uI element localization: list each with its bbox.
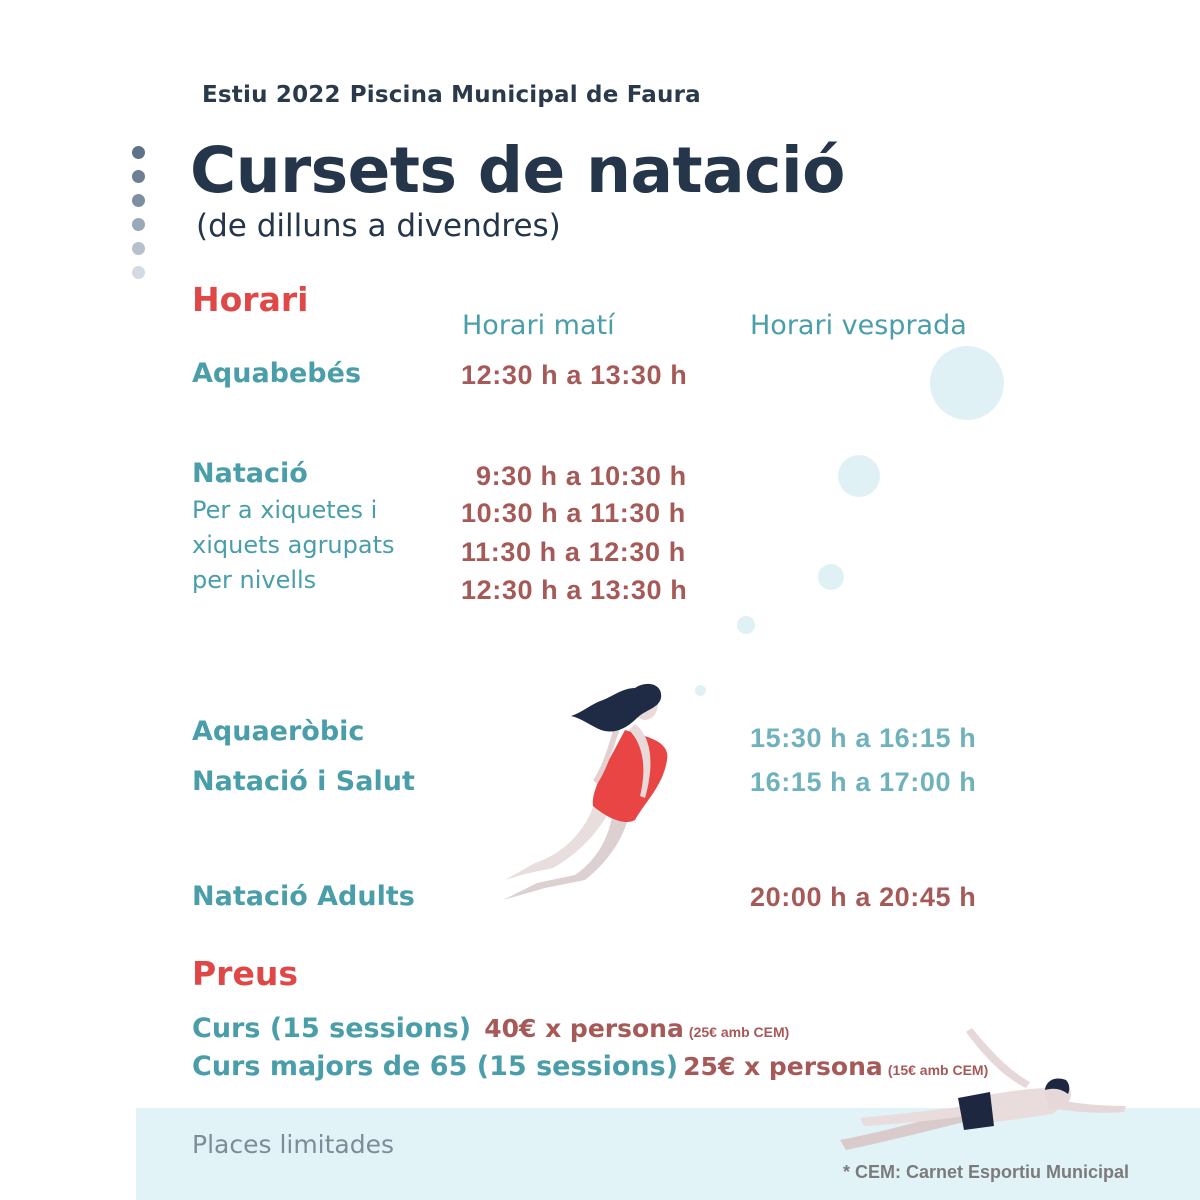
course-natacio-adults: Natació Adults bbox=[192, 881, 415, 912]
evening-column-header: Horari vesprada bbox=[750, 310, 967, 341]
cem-footnote: * CEM: Carnet Esportiu Municipal bbox=[843, 1162, 1130, 1182]
morning-column-header: Horari matí bbox=[462, 310, 615, 341]
schedule-heading: Horari bbox=[192, 280, 309, 319]
bubble-decoration bbox=[695, 685, 706, 696]
price-note: (15€ amb CEM) bbox=[887, 1062, 989, 1078]
time-natacio-4: 12:30 h a 13:30 h bbox=[461, 575, 688, 605]
price-value: 40€ x persona bbox=[484, 1014, 684, 1043]
time-natacio-adults-evening: 20:00 h a 20:45 h bbox=[750, 882, 977, 912]
season-label: Estiu 2022 bbox=[202, 82, 341, 108]
price-note: (25€ amb CEM) bbox=[688, 1024, 790, 1040]
swimmer-man-illustration bbox=[840, 1022, 1130, 1152]
page-title: Cursets de natació bbox=[190, 134, 845, 207]
course-aquabebes: Aquabebés bbox=[192, 358, 362, 389]
course-natacio-desc-1: Per a xiquetes i bbox=[192, 496, 378, 524]
price-row bbox=[192, 1013, 789, 1044]
places-limited-text: Places limitades bbox=[192, 1130, 395, 1159]
bubble-decoration bbox=[818, 564, 844, 590]
time-aquabebes-morning: 12:30 h a 13:30 h bbox=[461, 360, 688, 390]
header-line bbox=[202, 82, 701, 108]
prices-heading: Preus bbox=[192, 954, 298, 993]
time-natacio-salut-evening: 16:15 h a 17:00 h bbox=[750, 767, 977, 797]
price-label: Curs majors de 65 (15 sessions) bbox=[192, 1051, 679, 1082]
course-natacio: Natació bbox=[192, 458, 308, 489]
time-natacio-2: 10:30 h a 11:30 h bbox=[461, 498, 686, 528]
course-natacio-salut: Natació i Salut bbox=[192, 766, 415, 797]
course-natacio-desc-3: per nivells bbox=[192, 566, 317, 594]
price-label: Curs (15 sessions) bbox=[192, 1013, 472, 1044]
bubble-decoration bbox=[737, 616, 755, 634]
swimmer-woman-illustration bbox=[495, 678, 675, 903]
course-natacio-desc-2: xiquets agrupats bbox=[192, 531, 395, 559]
time-natacio-1: 9:30 h a 10:30 h bbox=[476, 461, 687, 491]
course-aquaerobic: Aquaeròbic bbox=[192, 716, 365, 747]
time-aquaerobic-evening: 15:30 h a 16:15 h bbox=[750, 723, 977, 753]
time-natacio-3: 11:30 h a 12:30 h bbox=[461, 537, 686, 567]
venue-label: Piscina Municipal de Faura bbox=[349, 82, 701, 108]
bubble-decoration bbox=[930, 346, 1004, 420]
vertical-dots-icon bbox=[132, 146, 148, 286]
price-value: 25€ x persona bbox=[683, 1052, 883, 1081]
page-subtitle: (de dilluns a divendres) bbox=[196, 208, 561, 244]
bubble-decoration bbox=[838, 455, 880, 497]
